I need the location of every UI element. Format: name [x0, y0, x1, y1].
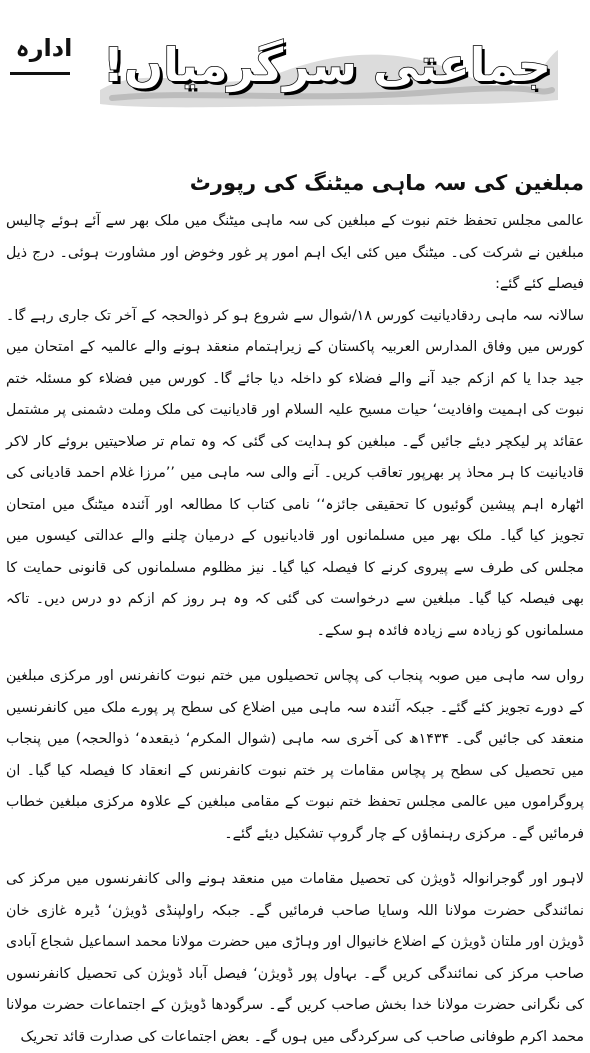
article-subtitle: مبلغین کی سہ ماہی میٹنگ کی رپورٹ — [189, 171, 584, 195]
title-banner — [92, 20, 562, 110]
page-header — [0, 8, 590, 128]
paragraph-course: سالانہ سہ ماہی ردقادیانیت کورس ۱۸/شوال سے شروع ہو کر ذوالحجہ کے آخر تک جاری رہے گا۔ کورس میں وفاق المدارس العربیہ پاکستان کے زیراہتمام منعقد ہونے والے عالمیہ کے امتحان میں جید جدا یا کم ازکم جید آنے والے فضلاء کو داخلہ دیا جائے گا۔ کورس میں فضلاء کو مسئلہ ختم نبوت کی اہمیت وافادیت‘ حیات مسیح علیہ السلام اور قادیانیت کی ملک وملت دشمنی پر مشتمل عقائد پر لیکچر دیئے جائیں گے۔ مبلغین کو ہدایت کی گئی کہ وہ تمام تر صلاحیتیں بروئے کار لاکر قادیانیت کا ہر محاذ پر بھرپور تعاقب کریں۔ آنے والی سہ ماہی میں ’’مرزا غلام احمد قادیانی کی اٹھارہ اہم پیشین گوئیوں کا تحقیقی جائزہ‘‘ نامی کتاب کا مطالعہ اور آئندہ میٹنگ میں امتحان تجویز کیا گیا۔ ملک بھر میں مسلمانوں اور قادیانیوں کے درمیان چلنے والے عدالتی کیسوں میں مجلس کی طرف سے پیروی کرنے کا فیصلہ کیا گیا۔ نیز مظلوم مسلمانوں کی قانونی حمایت کا بھی فیصلہ کیا گیا۔ مبلغین سے درخواست کی گئی کہ وہ ہر روز کم ازکم دو درس دیں۔ تاکہ مسلمانوں کو زیادہ سے زیادہ فائدہ ہو سکے۔ — [6, 307, 584, 639]
paragraph-divisions: لاہور اور گوجرانوالہ ڈویژن کی تحصیل مقامات میں منعقد ہونے والی کانفرنسوں میں مرکز کی نمائندگی حضرت مولانا اللہ وسایا صاحب فرمائیں گے۔ جبکہ راولپنڈی ڈویژن‘ ڈیرہ غازی خان ڈویژن اور ملتان ڈویژن کے اضلاع خانیوال اور وہاڑی میں حضرت مولانا محمد اسماعیل شجاع آبادی صاحب مرکز کی نمائندگی کریں گے۔ بہاول پور ڈویژن‘ فیصل آباد ڈویژن کی تحصیل کانفرنسوں کی نگرانی حضرت مولانا خدا بخش صاحب کریں گے۔ سرگودھا ڈویژن کے اجتماعات حضرت مولانا محمد اکرم طوفانی صاحب کی سرکردگی میں ہوں گے۔ بعض اجتماعات کی صدارت قائد تحریک — [6, 871, 584, 1045]
paragraph-conferences: رواں سہ ماہی میں صوبہ پنجاب کی پچاس تحصیلوں میں ختم نبوت کانفرنس اور مرکزی مبلغین کے دورے تجویز کئے گئے۔ جبکہ آئندہ سہ ماہی میں اضلاع کی سطح پر پورے ملک میں کانفرنسیں منعقد کی جائیں گی۔ ۱۴۳۴ھ کی آخری سہ ماہی (شوال المکرم‘ ذیقعدہ‘ ذوالحجہ) میں پنجاب میں تحصیل کی سطح پر پچاس مقامات پر ختم نبوت کانفرنس کے انعقاد کا فیصلہ کیا گیا۔ ان پروگراموں میں عالمی مجلس تحفظ ختم نبوت کے مقامی مبلغین کے علاوہ مرکزی مبلغین خطاب فرمائیں گے۔ مرکزی رہنماؤں کے چار گروپ تشکیل دیئے گئے۔ — [6, 668, 584, 842]
article — [6, 168, 584, 1053]
page-title: جماعتی سرگرمیاں! — [103, 38, 552, 92]
department-underline — [10, 72, 70, 75]
department-label: ادارہ — [15, 34, 73, 62]
paragraph-intro: عالمی مجلس تحفظ ختم نبوت کے مبلغین کی سہ ماہی میٹنگ میں ملک بھر سے آئے ہوئے چالیس مبلغین نے شرکت کی۔ میٹنگ میں کئی ایک اہم امور پر غور وخوض اور مشاورت ہوئی۔ درج ذیل فیصلے کئے گئے: — [6, 213, 584, 292]
